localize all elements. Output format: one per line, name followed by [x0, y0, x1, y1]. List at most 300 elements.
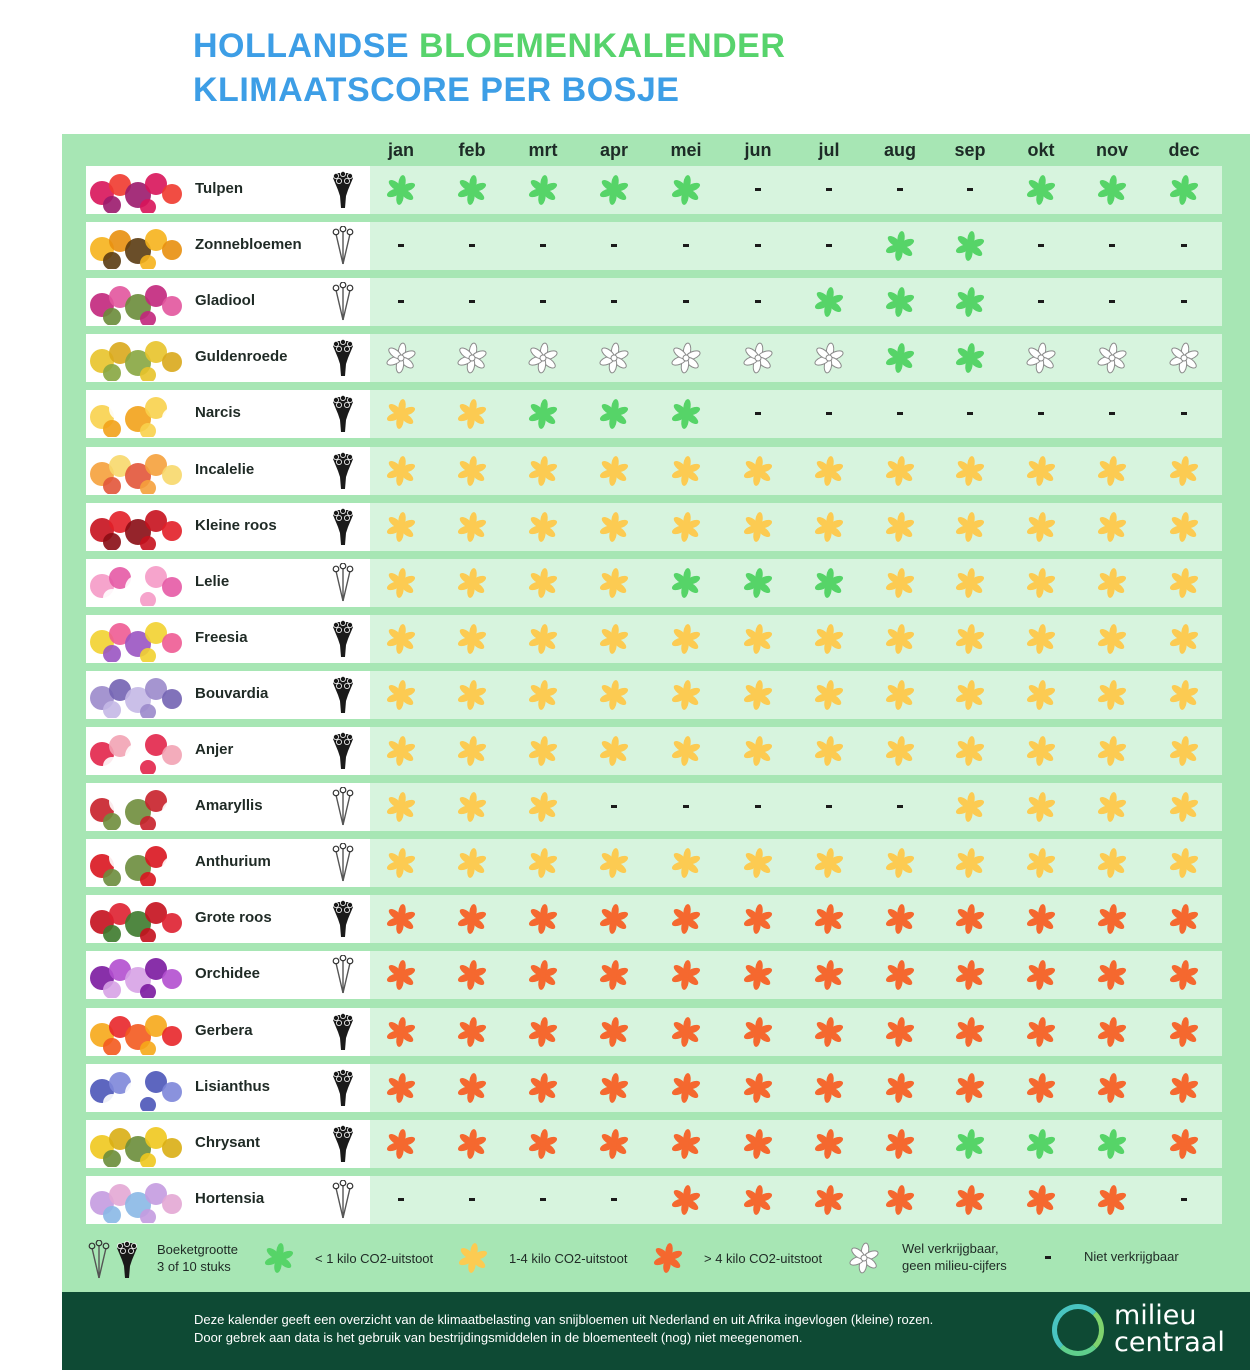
logo-text [1114, 1302, 1225, 1356]
flower-label-cell [86, 727, 370, 775]
medium-co2-flower-icon [456, 847, 488, 879]
medium-co2-flower-icon [742, 847, 774, 879]
flower-label-cell [86, 390, 370, 438]
title-part2: BLOEMENKALENDER [419, 27, 786, 65]
medium-co2-flower-icon [1168, 567, 1200, 599]
medium-co2-flower-icon [1096, 567, 1128, 599]
flower-label-cell [86, 1120, 370, 1168]
low-co2-flower-icon [527, 398, 559, 430]
unknown-flower-icon [598, 342, 630, 374]
low-co2-flower-icon [742, 567, 774, 599]
medium-co2-flower-icon [742, 679, 774, 711]
unknown-flower-icon [385, 342, 417, 374]
high-co2-flower-icon [598, 903, 630, 935]
large-bouquet-icon [330, 451, 356, 491]
table-row [86, 895, 1222, 943]
medium-co2-flower-icon [884, 567, 916, 599]
month-label-mrt: mrt [528, 140, 558, 160]
flower-name: Chrysant [195, 1134, 261, 1151]
low-co2-flower-icon [598, 398, 630, 430]
low-co2-flower-icon [1096, 174, 1128, 206]
medium-co2-flower-icon [456, 735, 488, 767]
high-co2-flower-icon [954, 1184, 986, 1216]
medium-co2-flower-icon [598, 679, 630, 711]
medium-co2-flower-icon [1025, 567, 1057, 599]
high-co2-flower-icon [527, 903, 559, 935]
high-co2-flower-icon [456, 1016, 488, 1048]
medium-co2-flower-icon [527, 567, 559, 599]
large-bouquet-icon [330, 1068, 356, 1108]
flower-name: Narcis [195, 404, 241, 421]
flower-label-cell [86, 166, 370, 214]
medium-co2-flower-icon [385, 455, 417, 487]
high-co2-flower-icon [456, 1128, 488, 1160]
table-row [86, 727, 1222, 775]
high-co2-flower-icon [385, 903, 417, 935]
not-available-dash [683, 805, 689, 808]
flower-label-cell [86, 559, 370, 607]
high-co2-flower-icon [813, 1072, 845, 1104]
legend-unknown-text [902, 1240, 1007, 1274]
flower-photo [88, 840, 186, 886]
high-co2-flower-icon [813, 1128, 845, 1160]
small-bouquet-icon [330, 226, 356, 266]
large-bouquet-icon [330, 394, 356, 434]
flower-photo [88, 952, 186, 998]
unknown-flower-icon [813, 342, 845, 374]
legend [86, 1236, 1226, 1284]
large-bouquet-icon [330, 170, 356, 210]
high-co2-flower-icon [742, 1128, 774, 1160]
low-co2-flower-icon [527, 174, 559, 206]
medium-co2-flower-icon [742, 455, 774, 487]
flower-label-cell [86, 1064, 370, 1112]
medium-co2-flower-icon [1025, 511, 1057, 543]
medium-co2-flower-icon [1096, 679, 1128, 711]
table-row [86, 222, 1222, 270]
medium-co2-flower-icon [670, 455, 702, 487]
low-co2-flower-icon [456, 174, 488, 206]
high-co2-flower-icon [1096, 959, 1128, 991]
high-co2-flower-icon [670, 1128, 702, 1160]
flower-label-cell [86, 671, 370, 719]
medium-co2-flower-icon [813, 735, 845, 767]
low-co2-flower-icon [263, 1242, 295, 1274]
high-co2-flower-icon [884, 1184, 916, 1216]
medium-co2-flower-icon [884, 511, 916, 543]
month-label-okt: okt [1027, 140, 1055, 160]
flower-name: Guldenroede [195, 348, 288, 365]
high-co2-flower-icon [385, 1128, 417, 1160]
page-title [193, 24, 785, 112]
high-co2-flower-icon [1025, 959, 1057, 991]
flower-label-cell [86, 278, 370, 326]
medium-co2-flower-icon [598, 511, 630, 543]
small-bouquet-icon [330, 1180, 356, 1220]
table-row [86, 166, 1222, 214]
low-co2-flower-icon [670, 398, 702, 430]
medium-co2-flower-icon [456, 455, 488, 487]
flower-photo [88, 784, 186, 830]
not-available-dash [611, 244, 617, 247]
high-co2-flower-icon [1025, 903, 1057, 935]
high-co2-flower-icon [385, 959, 417, 991]
medium-co2-flower-icon [527, 679, 559, 711]
not-available-dash [755, 805, 761, 808]
flower-name: Hortensia [195, 1190, 265, 1207]
medium-co2-flower-icon [456, 623, 488, 655]
medium-co2-flower-icon [954, 511, 986, 543]
not-available-dash [1181, 244, 1187, 247]
flower-name: Grote roos [195, 909, 272, 926]
flower-photo [88, 504, 186, 550]
medium-co2-flower-icon [385, 791, 417, 823]
low-co2-flower-icon [1168, 174, 1200, 206]
medium-co2-flower-icon [813, 455, 845, 487]
medium-co2-flower-icon [954, 847, 986, 879]
flower-label-cell [86, 1176, 370, 1224]
flower-label-cell [86, 839, 370, 887]
medium-co2-flower-icon [527, 735, 559, 767]
medium-co2-flower-icon [954, 567, 986, 599]
medium-co2-flower-icon [954, 679, 986, 711]
not-available-dash [469, 300, 475, 303]
high-co2-flower-icon [884, 959, 916, 991]
not-available-dash [1181, 300, 1187, 303]
footer [62, 1292, 1250, 1370]
flower-name: Gladiool [195, 292, 255, 309]
flower-name: Kleine roos [195, 517, 277, 534]
flower-photo [88, 616, 186, 662]
medium-co2-flower-icon [456, 398, 488, 430]
high-co2-flower-icon [456, 959, 488, 991]
medium-co2-flower-icon [1168, 511, 1200, 543]
flower-photo [88, 335, 186, 381]
month-label-jul: jul [818, 140, 840, 160]
small-bouquet-icon [330, 787, 356, 827]
medium-co2-flower-icon [1096, 847, 1128, 879]
medium-co2-flower-icon [457, 1242, 489, 1274]
flower-photo [88, 560, 186, 606]
high-co2-flower-icon [670, 1016, 702, 1048]
large-bouquet-icon [330, 619, 356, 659]
medium-co2-flower-icon [1096, 791, 1128, 823]
medium-co2-flower-icon [884, 847, 916, 879]
medium-co2-flower-icon [742, 623, 774, 655]
flower-photo [88, 1065, 186, 1111]
unknown-flower-icon [848, 1242, 880, 1274]
small-bouquet-icon [330, 282, 356, 322]
table-row [86, 1064, 1222, 1112]
medium-co2-flower-icon [1168, 791, 1200, 823]
table-row [86, 1176, 1222, 1224]
not-available-dash [826, 188, 832, 191]
medium-co2-flower-icon [385, 567, 417, 599]
high-co2-flower-icon [670, 1072, 702, 1104]
high-co2-flower-icon [670, 903, 702, 935]
flower-name: Zonnebloemen [195, 236, 302, 253]
high-co2-flower-icon [527, 1016, 559, 1048]
low-co2-flower-icon [884, 286, 916, 318]
not-available-dash [1109, 300, 1115, 303]
medium-co2-flower-icon [1096, 735, 1128, 767]
not-available-dash [683, 300, 689, 303]
medium-co2-flower-icon [456, 791, 488, 823]
medium-co2-flower-icon [954, 623, 986, 655]
flower-label-cell [86, 503, 370, 551]
not-available-dash [755, 244, 761, 247]
low-co2-flower-icon [813, 567, 845, 599]
flower-photo [88, 279, 186, 325]
month-label-mei: mei [670, 140, 702, 160]
low-co2-flower-icon [813, 286, 845, 318]
month-label-apr: apr [599, 140, 628, 160]
medium-co2-flower-icon [954, 791, 986, 823]
low-co2-flower-icon [670, 567, 702, 599]
flower-photo [88, 391, 186, 437]
not-available-dash [1181, 1198, 1187, 1201]
table-row [86, 447, 1222, 495]
not-available-dash [1038, 300, 1044, 303]
flower-photo [88, 896, 186, 942]
month-label-sep: sep [954, 140, 986, 160]
medium-co2-flower-icon [670, 679, 702, 711]
flower-label-cell [86, 334, 370, 382]
medium-co2-flower-icon [1168, 847, 1200, 879]
not-available-dash [540, 244, 546, 247]
unknown-flower-icon [1096, 342, 1128, 374]
medium-co2-flower-icon [1025, 679, 1057, 711]
low-co2-flower-icon [1025, 1128, 1057, 1160]
medium-co2-flower-icon [884, 623, 916, 655]
legend-size-line1: Boeketgrootte [157, 1242, 238, 1257]
flower-label-cell [86, 447, 370, 495]
not-available-dash [1181, 412, 1187, 415]
medium-co2-flower-icon [456, 511, 488, 543]
not-available-dash [398, 300, 404, 303]
medium-co2-flower-icon [954, 455, 986, 487]
table-row [86, 390, 1222, 438]
high-co2-flower-icon [385, 1016, 417, 1048]
flower-name: Lisianthus [195, 1078, 271, 1095]
high-co2-flower-icon [1096, 1184, 1128, 1216]
low-co2-flower-icon [598, 174, 630, 206]
flower-photo [88, 1121, 186, 1167]
flower-name: Freesia [195, 629, 248, 646]
medium-co2-flower-icon [456, 679, 488, 711]
table-row [86, 559, 1222, 607]
legend-unknown-line2: geen milieu-cijfers [902, 1258, 1007, 1273]
low-co2-flower-icon [670, 174, 702, 206]
flower-name: Incalelie [195, 461, 255, 478]
medium-co2-flower-icon [670, 847, 702, 879]
high-co2-flower-icon [813, 1184, 845, 1216]
medium-co2-flower-icon [598, 567, 630, 599]
high-co2-flower-icon [598, 1072, 630, 1104]
medium-co2-flower-icon [1096, 511, 1128, 543]
flower-photo [88, 223, 186, 269]
table-row [86, 503, 1222, 551]
month-label-jun: jun [744, 140, 772, 160]
not-available-dash [755, 188, 761, 191]
high-co2-flower-icon [813, 1016, 845, 1048]
medium-co2-flower-icon [598, 455, 630, 487]
table-row [86, 951, 1222, 999]
footer-line2: Door gebrek aan data is het gebruik van bestrijdingsmiddelen in de bloementeelt (nog) niet meegenomen. [194, 1330, 803, 1345]
not-available-dash [755, 412, 761, 415]
not-available-dash [897, 188, 903, 191]
table-row [86, 334, 1222, 382]
high-co2-flower-icon [1168, 959, 1200, 991]
medium-co2-flower-icon [1025, 623, 1057, 655]
high-co2-flower-icon [1096, 1072, 1128, 1104]
large-bouquet-icon [330, 1124, 356, 1164]
medium-co2-flower-icon [527, 847, 559, 879]
not-available-dash [611, 1198, 617, 1201]
high-co2-flower-icon [1168, 1016, 1200, 1048]
small-bouquet-icon [330, 955, 356, 995]
flower-name: Tulpen [195, 180, 244, 197]
low-co2-flower-icon [954, 1128, 986, 1160]
medium-co2-flower-icon [1168, 679, 1200, 711]
legend-low-label: < 1 kilo CO2-uitstoot [315, 1251, 434, 1266]
not-available-dash [755, 300, 761, 303]
table-row [86, 1008, 1222, 1056]
table-row [86, 839, 1222, 887]
medium-co2-flower-icon [598, 735, 630, 767]
high-co2-flower-icon [670, 1184, 702, 1216]
not-available-dash [398, 1198, 404, 1201]
high-co2-flower-icon [670, 959, 702, 991]
high-co2-flower-icon [813, 959, 845, 991]
flower-name: Gerbera [195, 1022, 253, 1039]
not-available-dash [683, 244, 689, 247]
flower-label-cell [86, 783, 370, 831]
flower-label-cell [86, 615, 370, 663]
high-co2-flower-icon [954, 903, 986, 935]
not-available-dash [469, 244, 475, 247]
medium-co2-flower-icon [1025, 455, 1057, 487]
flower-photo [88, 167, 186, 213]
not-available-dash [967, 188, 973, 191]
high-co2-flower-icon [954, 1072, 986, 1104]
not-available-dash [398, 244, 404, 247]
high-co2-flower-icon [1096, 903, 1128, 935]
medium-co2-flower-icon [385, 398, 417, 430]
not-available-dash [611, 805, 617, 808]
footer-line1: Deze kalender geeft een overzicht van de klimaatbelasting van snijbloemen uit Nederland en uit Afrika ingevlogen (kleine) rozen. [194, 1312, 934, 1327]
high-co2-flower-icon [1025, 1016, 1057, 1048]
flower-name: Bouvardia [195, 685, 269, 702]
high-co2-flower-icon [456, 1072, 488, 1104]
unknown-flower-icon [1168, 342, 1200, 374]
low-co2-flower-icon [385, 174, 417, 206]
legend-size-text [157, 1241, 238, 1275]
month-label-feb: feb [458, 140, 486, 160]
flower-name: Anjer [195, 741, 234, 758]
flower-photo [88, 728, 186, 774]
flower-label-cell [86, 1008, 370, 1056]
legend-size-line2: 3 of 10 stuks [157, 1259, 231, 1274]
flower-name: Lelie [195, 573, 230, 590]
medium-co2-flower-icon [527, 511, 559, 543]
small-bouquet-icon [330, 563, 356, 603]
medium-co2-flower-icon [385, 735, 417, 767]
high-co2-flower-icon [813, 903, 845, 935]
high-co2-flower-icon [598, 1128, 630, 1160]
small-bouquet-icon [330, 843, 356, 883]
unknown-flower-icon [742, 342, 774, 374]
medium-co2-flower-icon [598, 847, 630, 879]
not-available-dash [826, 412, 832, 415]
high-co2-flower-icon [456, 903, 488, 935]
not-available-dash [1038, 244, 1044, 247]
high-co2-flower-icon [527, 1072, 559, 1104]
medium-co2-flower-icon [598, 623, 630, 655]
bouquet-size-icon [86, 1240, 150, 1280]
flower-name: Amaryllis [195, 797, 263, 814]
large-bouquet-icon [330, 507, 356, 547]
medium-co2-flower-icon [884, 735, 916, 767]
high-co2-flower-icon [884, 1016, 916, 1048]
medium-co2-flower-icon [813, 623, 845, 655]
low-co2-flower-icon [954, 286, 986, 318]
flower-photo [88, 448, 186, 494]
high-co2-flower-icon [954, 1016, 986, 1048]
high-co2-flower-icon [1025, 1184, 1057, 1216]
high-co2-flower-icon [1168, 1128, 1200, 1160]
high-co2-flower-icon [527, 1128, 559, 1160]
not-available-dash [897, 412, 903, 415]
flower-photo [88, 1177, 186, 1223]
medium-co2-flower-icon [527, 455, 559, 487]
not-available-dash [897, 805, 903, 808]
not-available-dash [469, 1198, 475, 1201]
high-co2-flower-icon [1168, 1072, 1200, 1104]
not-available-dash [826, 244, 832, 247]
legend-high-label: > 4 kilo CO2-uitstoot [704, 1251, 823, 1266]
logo-ring-icon [1052, 1304, 1104, 1356]
low-co2-flower-icon [884, 230, 916, 262]
high-co2-flower-icon [742, 959, 774, 991]
unknown-flower-icon [456, 342, 488, 374]
low-co2-flower-icon [1096, 1128, 1128, 1160]
logo-line1: milieu [1114, 1300, 1197, 1331]
not-available-dash [1038, 412, 1044, 415]
month-label-jan: jan [387, 140, 414, 160]
medium-co2-flower-icon [1025, 735, 1057, 767]
high-co2-flower-icon [954, 959, 986, 991]
month-label-aug: aug [883, 140, 916, 160]
medium-co2-flower-icon [527, 623, 559, 655]
high-co2-flower-icon [385, 1072, 417, 1104]
not-available-dash [1109, 412, 1115, 415]
high-co2-flower-icon [742, 1072, 774, 1104]
medium-co2-flower-icon [742, 735, 774, 767]
medium-co2-flower-icon [954, 735, 986, 767]
medium-co2-flower-icon [1096, 623, 1128, 655]
footer-note [194, 1311, 933, 1347]
legend-unknown-line1: Wel verkrijgbaar, [902, 1241, 999, 1256]
legend-medium-label: 1-4 kilo CO2-uitstoot [509, 1251, 628, 1266]
medium-co2-flower-icon [813, 511, 845, 543]
table-row [86, 783, 1222, 831]
flower-photo [88, 672, 186, 718]
medium-co2-flower-icon [884, 455, 916, 487]
month-header [0, 134, 1254, 166]
flower-photo [88, 1009, 186, 1055]
medium-co2-flower-icon [670, 511, 702, 543]
